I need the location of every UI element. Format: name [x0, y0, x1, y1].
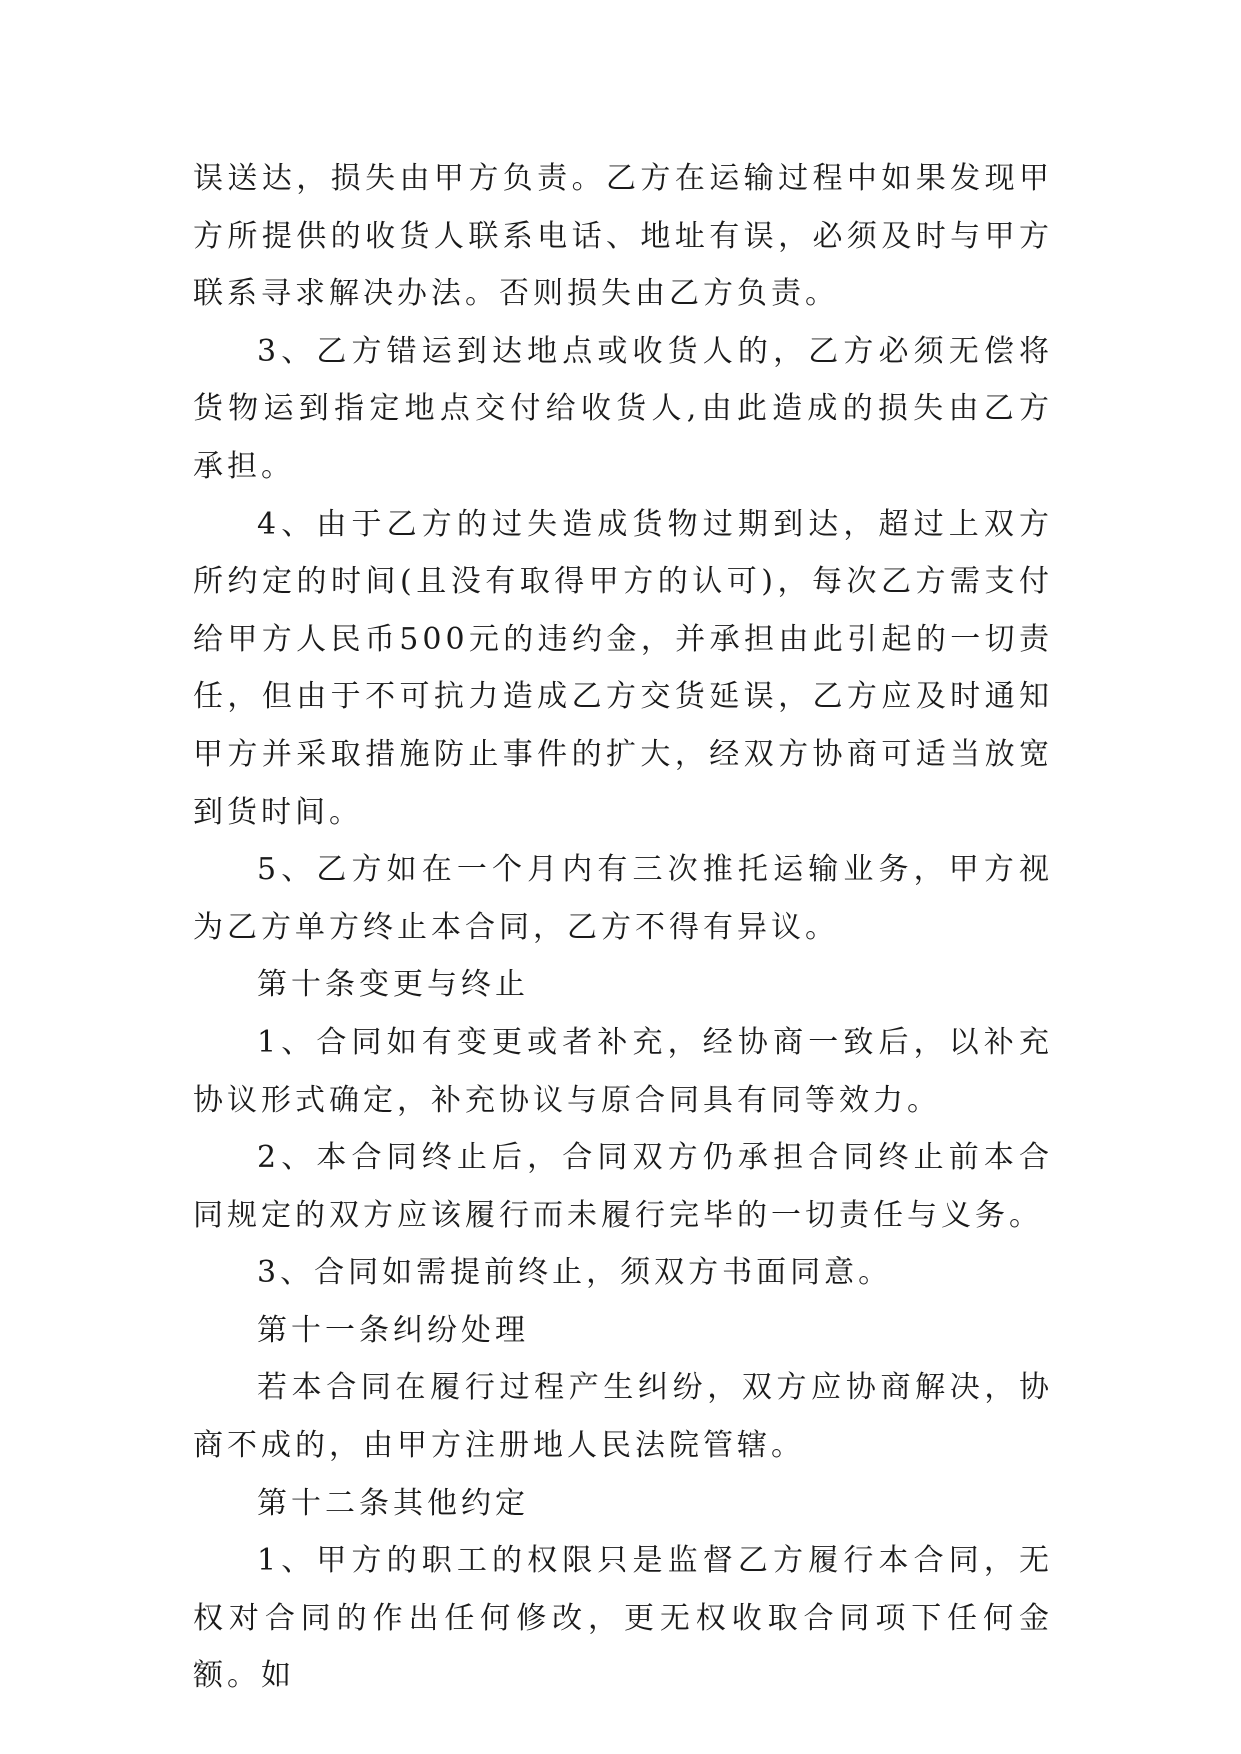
paragraph-article-10-item-3: 3、合同如需提前终止，须双方书面同意。: [257, 1255, 893, 1291]
heading-article-11: 第十一条纠纷处理: [257, 1312, 529, 1348]
paragraph-loss-responsibility: 误送达，损失由甲方负责。乙方在运输过程中如果发现甲方所提供的收货人联系电话、地址有误，必须及时与甲方联系寻求解决办法。否则损失由乙方负责。: [193, 161, 1053, 312]
heading-article-10: 第十条变更与终止: [257, 967, 529, 1003]
paragraph-clause-4-late-delivery: 4、由于乙方的过失造成货物过期到达，超过上双方所约定的时间(且没有取得甲方的认可)，每次乙方需支付给甲方人民币500元的违约金，并承担由此引起的一切责任，但由于不可抗力造成乙方交货延误，乙方应及时通知甲方并采取措施防止事件的扩大，经双方协商可适当放宽到货时间。: [193, 506, 1053, 830]
document-body: [193, 150, 1053, 1705]
paragraph-clause-3-misdelivery: 3、乙方错运到达地点或收货人的，乙方必须无偿将货物运到指定地点交付给收货人,由此造成的损失由乙方承担。: [193, 333, 1053, 484]
paragraph-article-10-item-2: 2、本合同终止后，合同双方仍承担合同终止前本合同规定的双方应该履行而未履行完毕的一切责任与义务。: [193, 1140, 1053, 1233]
paragraph-article-11-body: 若本合同在履行过程产生纠纷，双方应协商解决，协商不成的，由甲方注册地人民法院管辖。: [193, 1370, 1053, 1464]
paragraph-clause-5-refusal: 5、乙方如在一个月内有三次推托运输业务，甲方视为乙方单方终止本合同，乙方不得有异议。: [193, 852, 1053, 945]
paragraph-article-12-item-1: 1、甲方的职工的权限只是监督乙方履行本合同，无权对合同的作出任何修改，更无权收取合同项下任何金额。如: [193, 1543, 1053, 1694]
heading-article-12: 第十二条其他约定: [257, 1485, 529, 1521]
paragraph-article-10-item-1: 1、合同如有变更或者补充，经协商一致后，以补充协议形式确定，补充协议与原合同具有同等效力。: [193, 1024, 1053, 1118]
